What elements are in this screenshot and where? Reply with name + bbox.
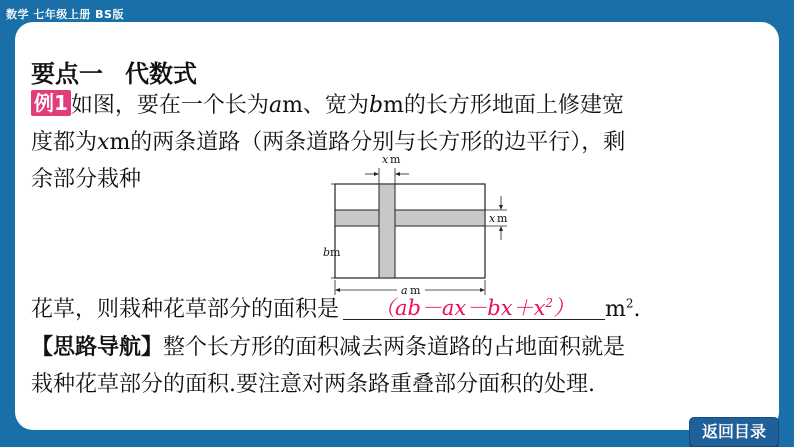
answer-main: （ab－ax－bx＋x	[373, 296, 546, 320]
guide-heading: 【思路导航】	[31, 335, 164, 360]
variable-a: a	[268, 93, 283, 118]
label-top-var: x	[382, 153, 389, 166]
label-left-unit: m	[330, 246, 341, 259]
content-card	[15, 22, 779, 441]
example-line-1	[31, 88, 624, 119]
label-left-var: b	[323, 246, 331, 259]
arrow-head	[395, 172, 400, 176]
section-title	[31, 54, 197, 89]
text-segment: m、宽为	[282, 93, 369, 118]
rectangle-diagram	[303, 148, 513, 298]
unit-end: .	[633, 297, 641, 322]
subject-label: 数学 七年级上册 BS版	[6, 8, 124, 21]
field-rectangle	[335, 184, 485, 278]
guide-line-2: 栽种花草部分的面积.要注意对两条路重叠部分面积的处理.	[31, 372, 595, 397]
road-overlap	[380, 211, 395, 226]
answer-close: ）	[553, 296, 575, 320]
unit-exponent: 2	[625, 296, 634, 311]
answer-expression	[343, 292, 605, 322]
section-number: 要点一	[31, 60, 103, 88]
unit-main: m	[605, 297, 626, 322]
example-line-3: 余部分栽种	[31, 167, 142, 192]
text-segment: 花草，则栽种花草部分的面积是	[31, 297, 340, 322]
text-segment: 度都为	[31, 130, 98, 155]
unit	[605, 297, 641, 322]
text-segment: m的长方形地面上修建宽	[383, 93, 624, 118]
horizontal-road	[335, 210, 485, 226]
text-segment: m的两条道路（两条道路分别与长方形的边平行），剩	[109, 130, 626, 155]
arrow-head	[374, 172, 379, 176]
example-line-4	[31, 292, 641, 323]
variable-x: x	[97, 130, 110, 155]
guide-text: 整个长方形的面积减去两条道路的占地面积就是	[163, 335, 626, 360]
arrow-head	[499, 205, 503, 210]
label-right-unit: m	[497, 212, 508, 225]
label-top-unit: m	[390, 153, 401, 166]
arrow-head	[499, 226, 503, 231]
label-right-var: x	[489, 212, 496, 225]
text-segment: 如图，要在一个长为	[70, 93, 269, 118]
answer-exponent: 2	[545, 296, 554, 310]
example-badge: 例1	[31, 90, 71, 116]
label-bottom-unit: m	[410, 284, 421, 297]
guide-line-1	[31, 330, 625, 361]
back-to-contents-button[interactable]: 返回目录	[689, 417, 779, 447]
answer-blank	[343, 295, 605, 320]
vertical-road	[379, 184, 395, 278]
section-topic: 代数式	[125, 60, 197, 88]
variable-b: b	[368, 93, 384, 118]
label-bottom-var: a	[401, 284, 408, 297]
